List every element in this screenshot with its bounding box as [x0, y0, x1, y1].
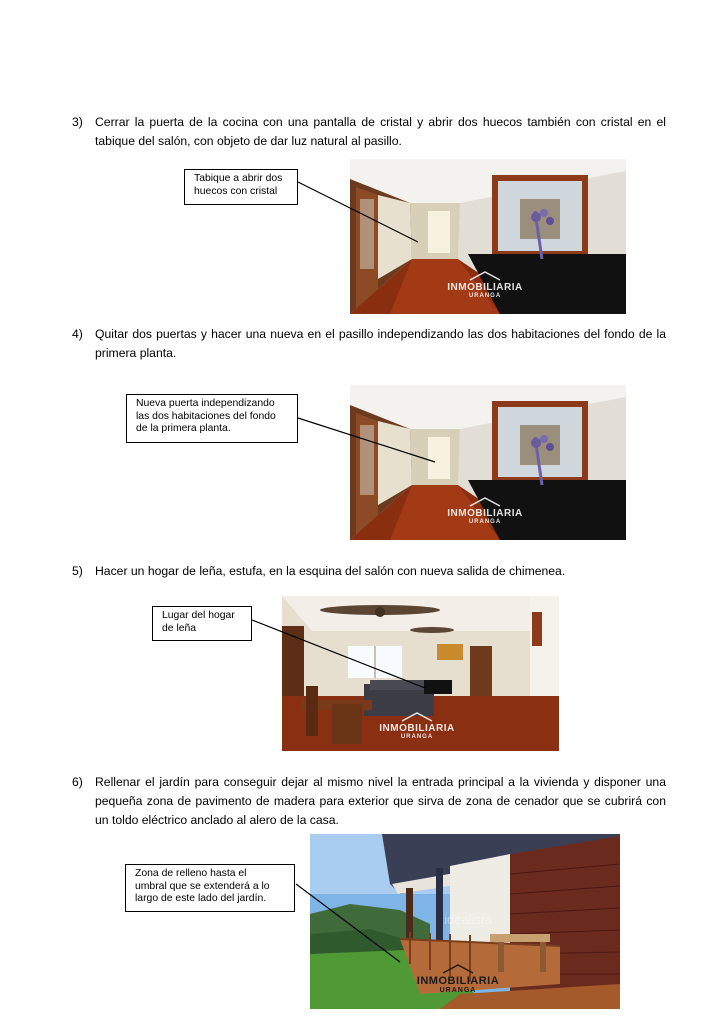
callout-box: Zona de relleno hasta el umbral que se extenderá a lo largo de este lado del jardín. [125, 864, 295, 912]
callout-box: Lugar del hogar de leña [152, 606, 252, 641]
portal-watermark: idealista [444, 912, 492, 927]
callout-box: Nueva puerta independizando las dos habitaciones del fondo de la primera planta. [126, 394, 298, 443]
item-number: 4) [72, 327, 83, 341]
watermark-logo: INMOBILIARIA URANGA [445, 271, 525, 299]
callout-box: Tabique a abrir dos huecos con cristal [184, 169, 298, 205]
list-item [72, 325, 666, 365]
list-item [72, 773, 666, 833]
living-room-photo [282, 596, 559, 751]
terrace-photo [310, 834, 620, 1009]
list-item [72, 113, 666, 153]
item-text: Hacer un hogar de leña, estufa, en la esquina del salón con nueva salida de chimenea. [95, 564, 566, 578]
hallway-photo [350, 385, 626, 540]
list-item [72, 562, 666, 582]
item-number: 3) [72, 115, 83, 129]
item-number: 5) [72, 564, 83, 578]
hallway-photo [350, 159, 626, 314]
item-number: 6) [72, 775, 83, 789]
watermark-logo: INMOBILIARIA URANGA [410, 964, 506, 994]
watermark-logo: INMOBILIARIA URANGA [445, 497, 525, 525]
item-text: Cerrar la puerta de la cocina con una pantalla de cristal y abrir dos huecos también con cristal en el tabique del salón, con objeto de dar luz natural al pasillo. [95, 115, 666, 148]
item-text: Quitar dos puertas y hacer una nueva en el pasillo independizando las dos habitaciones del fondo de la primera planta. [95, 327, 666, 360]
item-text: Rellenar el jardín para conseguir dejar al mismo nivel la entrada principal a la vivienda y disponer una pequeña zona de pavimento de madera para exterior que sirva de zona de cenador que se cubrirá con un toldo eléctrico anclado al alero de la casa. [95, 775, 666, 827]
watermark-logo: INMOBILIARIA URANGA [377, 712, 457, 740]
